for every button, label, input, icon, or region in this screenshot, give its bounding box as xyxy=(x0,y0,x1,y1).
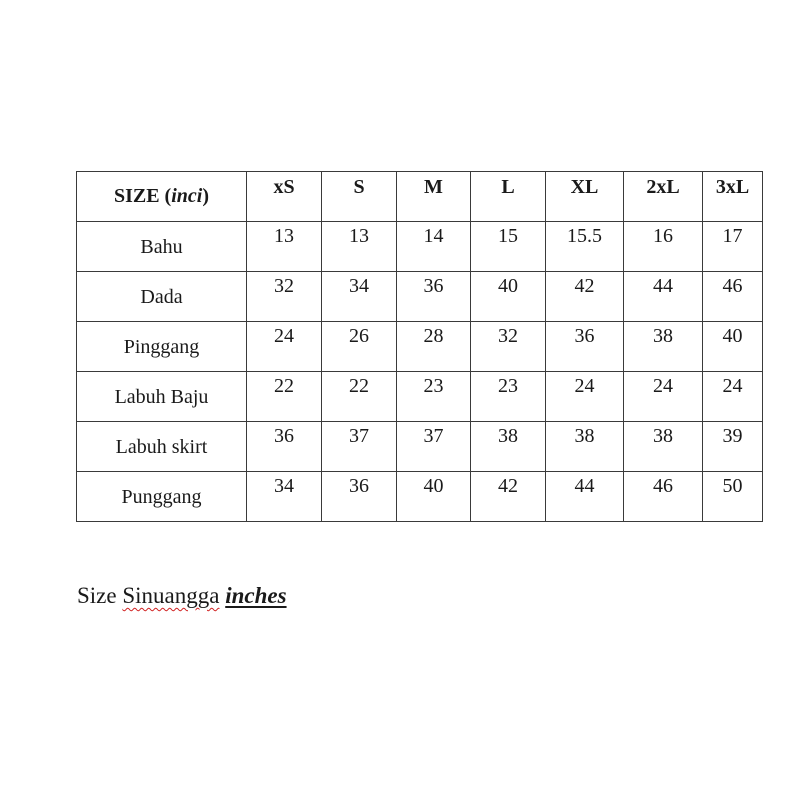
table-cell: 50 xyxy=(703,472,763,522)
table-cell: 37 xyxy=(322,422,397,472)
table-cell: 38 xyxy=(471,422,546,472)
table-cell: 14 xyxy=(397,222,471,272)
table-cell: 24 xyxy=(247,322,322,372)
table-cell: 40 xyxy=(471,272,546,322)
caption-brand: Sinuangga xyxy=(122,583,220,608)
table-cell: 42 xyxy=(546,272,624,322)
column-header-l: L xyxy=(471,172,546,222)
row-label-punggang: Punggang xyxy=(77,472,247,522)
table-row xyxy=(77,272,763,322)
table-cell: 26 xyxy=(322,322,397,372)
row-label-dada: Dada xyxy=(77,272,247,322)
table-cell: 17 xyxy=(703,222,763,272)
table-cell: 15.5 xyxy=(546,222,624,272)
table-row xyxy=(77,222,763,272)
table-cell: 13 xyxy=(322,222,397,272)
table-cell: 15 xyxy=(471,222,546,272)
table-cell: 38 xyxy=(624,322,703,372)
row-label-bahu: Bahu xyxy=(77,222,247,272)
table-cell: 39 xyxy=(703,422,763,472)
row-label-labuh-skirt: Labuh skirt xyxy=(77,422,247,472)
table-cell: 36 xyxy=(322,472,397,522)
table-cell: 13 xyxy=(247,222,322,272)
table-cell: 16 xyxy=(624,222,703,272)
column-header-2xl: 2xL xyxy=(624,172,703,222)
table-cell: 32 xyxy=(247,272,322,322)
size-header-label: SIZE ( xyxy=(113,185,172,207)
caption-prefix: Size xyxy=(77,583,123,608)
table-cell: 34 xyxy=(322,272,397,322)
column-header-xs: xS xyxy=(247,172,322,222)
table-cell: 40 xyxy=(397,472,471,522)
row-label-pinggang: Pinggang xyxy=(77,322,247,372)
column-header-s: S xyxy=(322,172,397,222)
size-caption xyxy=(77,583,287,609)
table-cell: 32 xyxy=(471,322,546,372)
table-cell: 36 xyxy=(397,272,471,322)
table-header-row xyxy=(77,172,763,222)
table-cell: 44 xyxy=(624,272,703,322)
table-cell: 23 xyxy=(397,372,471,422)
size-header-cell xyxy=(77,172,247,222)
table-cell: 24 xyxy=(703,372,763,422)
table-cell: 24 xyxy=(624,372,703,422)
table-cell: 36 xyxy=(247,422,322,472)
table-cell: 42 xyxy=(471,472,546,522)
column-header-3xl: 3xL xyxy=(703,172,763,222)
table-cell: 38 xyxy=(546,422,624,472)
table-cell: 24 xyxy=(546,372,624,422)
table-cell: 38 xyxy=(624,422,703,472)
table-cell: 28 xyxy=(397,322,471,372)
size-chart-table xyxy=(76,171,763,522)
table-cell: 34 xyxy=(247,472,322,522)
table-cell: 22 xyxy=(322,372,397,422)
table-row xyxy=(77,372,763,422)
size-header-close: ) xyxy=(202,185,210,207)
table-cell: 37 xyxy=(397,422,471,472)
table-cell: 23 xyxy=(471,372,546,422)
table-row xyxy=(77,472,763,522)
column-header-xl: XL xyxy=(546,172,624,222)
table-cell: 40 xyxy=(703,322,763,372)
table-cell: 44 xyxy=(546,472,624,522)
size-header-unit: inci xyxy=(171,185,203,207)
table-row xyxy=(77,322,763,372)
row-label-labuh-baju: Labuh Baju xyxy=(77,372,247,422)
table-cell: 46 xyxy=(624,472,703,522)
caption-unit: inches xyxy=(225,583,287,608)
column-header-m: M xyxy=(397,172,471,222)
table-cell: 22 xyxy=(247,372,322,422)
table-cell: 36 xyxy=(546,322,624,372)
table-cell: 46 xyxy=(703,272,763,322)
table-row xyxy=(77,422,763,472)
